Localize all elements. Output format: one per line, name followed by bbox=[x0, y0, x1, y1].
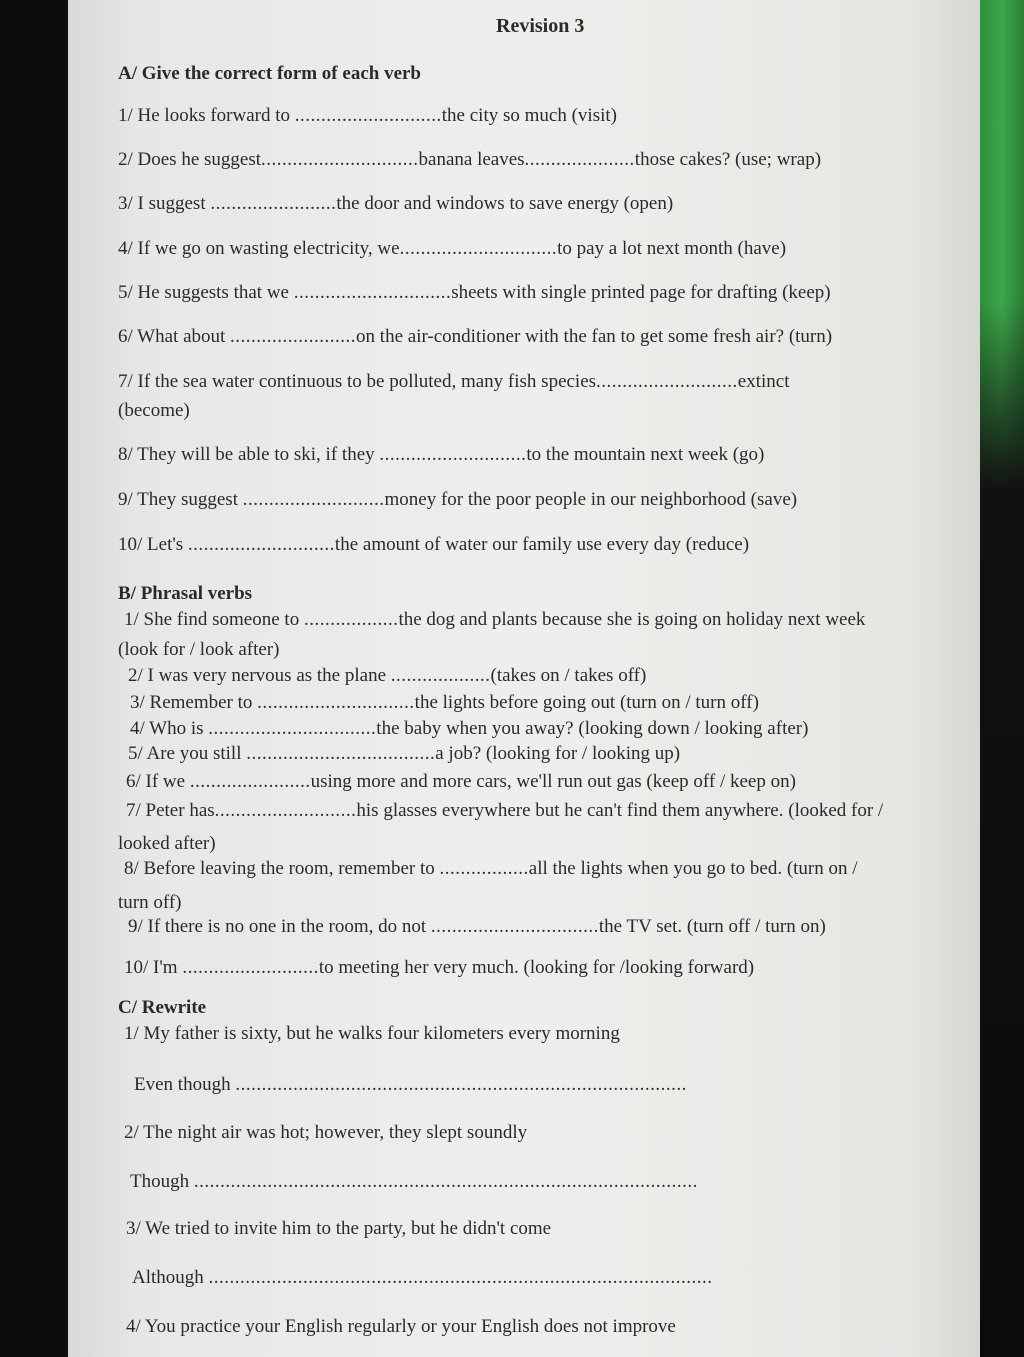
question-b4 bbox=[130, 717, 808, 741]
rewrite-starter: Although bbox=[132, 1267, 204, 1288]
question-text: 2/ I was very nervous as the plane bbox=[128, 665, 387, 686]
section-a-heading: A/ Give the correct form of each verb bbox=[118, 63, 421, 84]
answer-blank[interactable]: ................................ bbox=[208, 718, 377, 739]
question-b8-continued: turn off) bbox=[118, 892, 182, 913]
question-text: the TV set. (turn off / turn on) bbox=[598, 916, 826, 937]
question-b7-continued: looked after) bbox=[118, 833, 216, 854]
question-text: on the air-conditioner with the fan to get some fresh air? (turn) bbox=[356, 326, 833, 347]
question-text: 10/ I'm bbox=[124, 957, 178, 978]
answer-blank[interactable]: ..................... bbox=[524, 149, 635, 170]
question-text: sheets with single printed page for drafting (keep) bbox=[451, 282, 831, 303]
question-text: 3/ Remember to bbox=[130, 692, 253, 713]
question-text: 9/ They suggest bbox=[118, 489, 238, 510]
answer-blank[interactable]: ...................................................................................... bbox=[235, 1074, 687, 1095]
answer-blank[interactable]: .............................. bbox=[261, 149, 419, 170]
answer-blank[interactable]: .................................... bbox=[246, 743, 436, 764]
answer-blank[interactable]: ........................ bbox=[230, 326, 357, 347]
section-c-heading: C/ Rewrite bbox=[118, 997, 207, 1018]
question-a3 bbox=[118, 192, 673, 216]
answer-blank[interactable]: ............................ bbox=[379, 444, 527, 465]
question-text: (takes on / takes off) bbox=[490, 665, 647, 686]
question-b1 bbox=[124, 608, 865, 632]
rewrite-sentence-4: 4/ You practice your English regularly or your English does not improve bbox=[126, 1316, 676, 1337]
question-text: 8/ They will be able to ski, if they bbox=[118, 444, 375, 465]
question-text: 2/ Does he suggest bbox=[118, 149, 262, 170]
question-text: 1/ She find someone to bbox=[124, 609, 300, 630]
rewrite-answer-2 bbox=[130, 1170, 698, 1194]
question-text: his glasses everywhere but he can't find them anywhere. (looked for / bbox=[356, 800, 884, 821]
question-text: 4/ Who is bbox=[130, 718, 204, 739]
question-b10 bbox=[124, 956, 754, 980]
answer-blank[interactable]: .................. bbox=[303, 609, 399, 630]
rewrite-sentence-1: 1/ My father is sixty, but he walks four kilometers every morning bbox=[124, 1023, 620, 1044]
question-text: all the lights when you go to bed. (turn on / bbox=[528, 858, 858, 879]
question-text: banana leaves bbox=[418, 149, 525, 170]
question-text: 1/ He looks forward to bbox=[118, 105, 291, 126]
answer-blank[interactable]: ................................................................................................ bbox=[193, 1171, 698, 1192]
rewrite-sentence-2: 2/ The night air was hot; however, they slept soundly bbox=[124, 1122, 528, 1143]
question-text: the lights before going out (turn on / turn off) bbox=[414, 692, 759, 713]
answer-blank[interactable]: ................... bbox=[390, 665, 491, 686]
question-a4 bbox=[118, 237, 786, 261]
question-text: the city so much (visit) bbox=[441, 105, 617, 126]
right-dark-background bbox=[980, 300, 1024, 1357]
answer-blank[interactable]: .............................. bbox=[293, 282, 452, 303]
question-text: 5/ He suggests that we bbox=[118, 282, 289, 303]
answer-blank[interactable]: ........................ bbox=[210, 193, 337, 214]
rewrite-starter: Even though bbox=[134, 1074, 231, 1095]
section-b-heading: B/ Phrasal verbs bbox=[118, 583, 253, 604]
answer-blank[interactable]: ................................................................................................ bbox=[208, 1267, 713, 1288]
question-text: the dog and plants because she is going on holiday next week bbox=[398, 609, 866, 630]
answer-blank[interactable]: ............................ bbox=[187, 534, 335, 555]
answer-blank[interactable]: ........................... bbox=[596, 371, 738, 392]
question-text: 7/ If the sea water continuous to be polluted, many fish species bbox=[118, 371, 597, 392]
question-b9 bbox=[128, 915, 826, 939]
question-text: money for the poor people in our neighborhood (save) bbox=[384, 489, 798, 510]
question-text: to pay a lot next month (have) bbox=[557, 238, 787, 259]
rewrite-answer-1 bbox=[134, 1073, 687, 1097]
question-a9 bbox=[118, 488, 797, 512]
left-background bbox=[0, 0, 68, 1357]
question-a5 bbox=[118, 281, 831, 305]
question-text: the door and windows to save energy (open) bbox=[336, 193, 674, 214]
question-a1 bbox=[118, 104, 617, 128]
question-text: 3/ I suggest bbox=[118, 193, 206, 214]
question-a6 bbox=[118, 325, 832, 349]
answer-blank[interactable]: ....................... bbox=[189, 771, 311, 792]
question-text: 4/ If we go on wasting electricity, we bbox=[118, 238, 400, 259]
question-b7 bbox=[126, 799, 883, 823]
page-title: Revision 3 bbox=[496, 15, 585, 37]
question-b6 bbox=[126, 770, 796, 794]
question-text: 10/ Let's bbox=[118, 534, 184, 555]
answer-blank[interactable]: .............................. bbox=[399, 238, 558, 259]
answer-blank[interactable]: .......................... bbox=[182, 957, 319, 978]
question-b3 bbox=[130, 691, 759, 715]
question-text: 6/ If we bbox=[126, 771, 186, 792]
question-text: a job? (looking for / looking up) bbox=[435, 743, 681, 764]
question-a7 bbox=[118, 370, 790, 394]
rewrite-answer-3 bbox=[132, 1266, 713, 1290]
rewrite-starter: Though bbox=[130, 1171, 190, 1192]
worksheet-paper bbox=[68, 0, 980, 1357]
rewrite-sentence-3: 3/ We tried to invite him to the party, but he didn't come bbox=[126, 1218, 552, 1239]
question-text: the amount of water our family use every day (reduce) bbox=[334, 534, 750, 555]
question-b1-continued: (look for / look after) bbox=[118, 639, 280, 660]
question-text: 9/ If there is no one in the room, do not bbox=[128, 916, 427, 937]
question-b2 bbox=[128, 664, 646, 688]
question-text: to meeting her very much. (looking for /looking forward) bbox=[318, 957, 755, 978]
question-a7-continued: (become) bbox=[118, 400, 190, 421]
answer-blank[interactable]: ............................ bbox=[294, 105, 442, 126]
question-text: extinct bbox=[737, 371, 790, 392]
answer-blank[interactable]: ................................ bbox=[430, 916, 599, 937]
answer-blank[interactable]: .............................. bbox=[257, 692, 415, 713]
answer-blank[interactable]: ................. bbox=[439, 858, 529, 879]
answer-blank[interactable]: ........................... bbox=[242, 489, 385, 510]
question-a8 bbox=[118, 443, 764, 467]
question-a2 bbox=[118, 148, 821, 172]
question-text: to the mountain next week (go) bbox=[526, 444, 765, 465]
question-text: the baby when you away? (looking down / looking after) bbox=[376, 718, 809, 739]
question-text: those cakes? (use; wrap) bbox=[634, 149, 822, 170]
question-b5 bbox=[128, 742, 680, 766]
question-b8 bbox=[124, 857, 858, 881]
question-a10 bbox=[118, 533, 749, 557]
question-text: 5/ Are you still bbox=[128, 743, 242, 764]
question-text: using more and more cars, we'll run out gas (keep off / keep on) bbox=[310, 771, 796, 792]
question-text: 6/ What about bbox=[118, 326, 226, 347]
question-text: 7/ Peter has bbox=[126, 800, 215, 821]
question-text: 8/ Before leaving the room, remember to bbox=[124, 858, 435, 879]
answer-blank[interactable]: ........................... bbox=[214, 800, 357, 821]
